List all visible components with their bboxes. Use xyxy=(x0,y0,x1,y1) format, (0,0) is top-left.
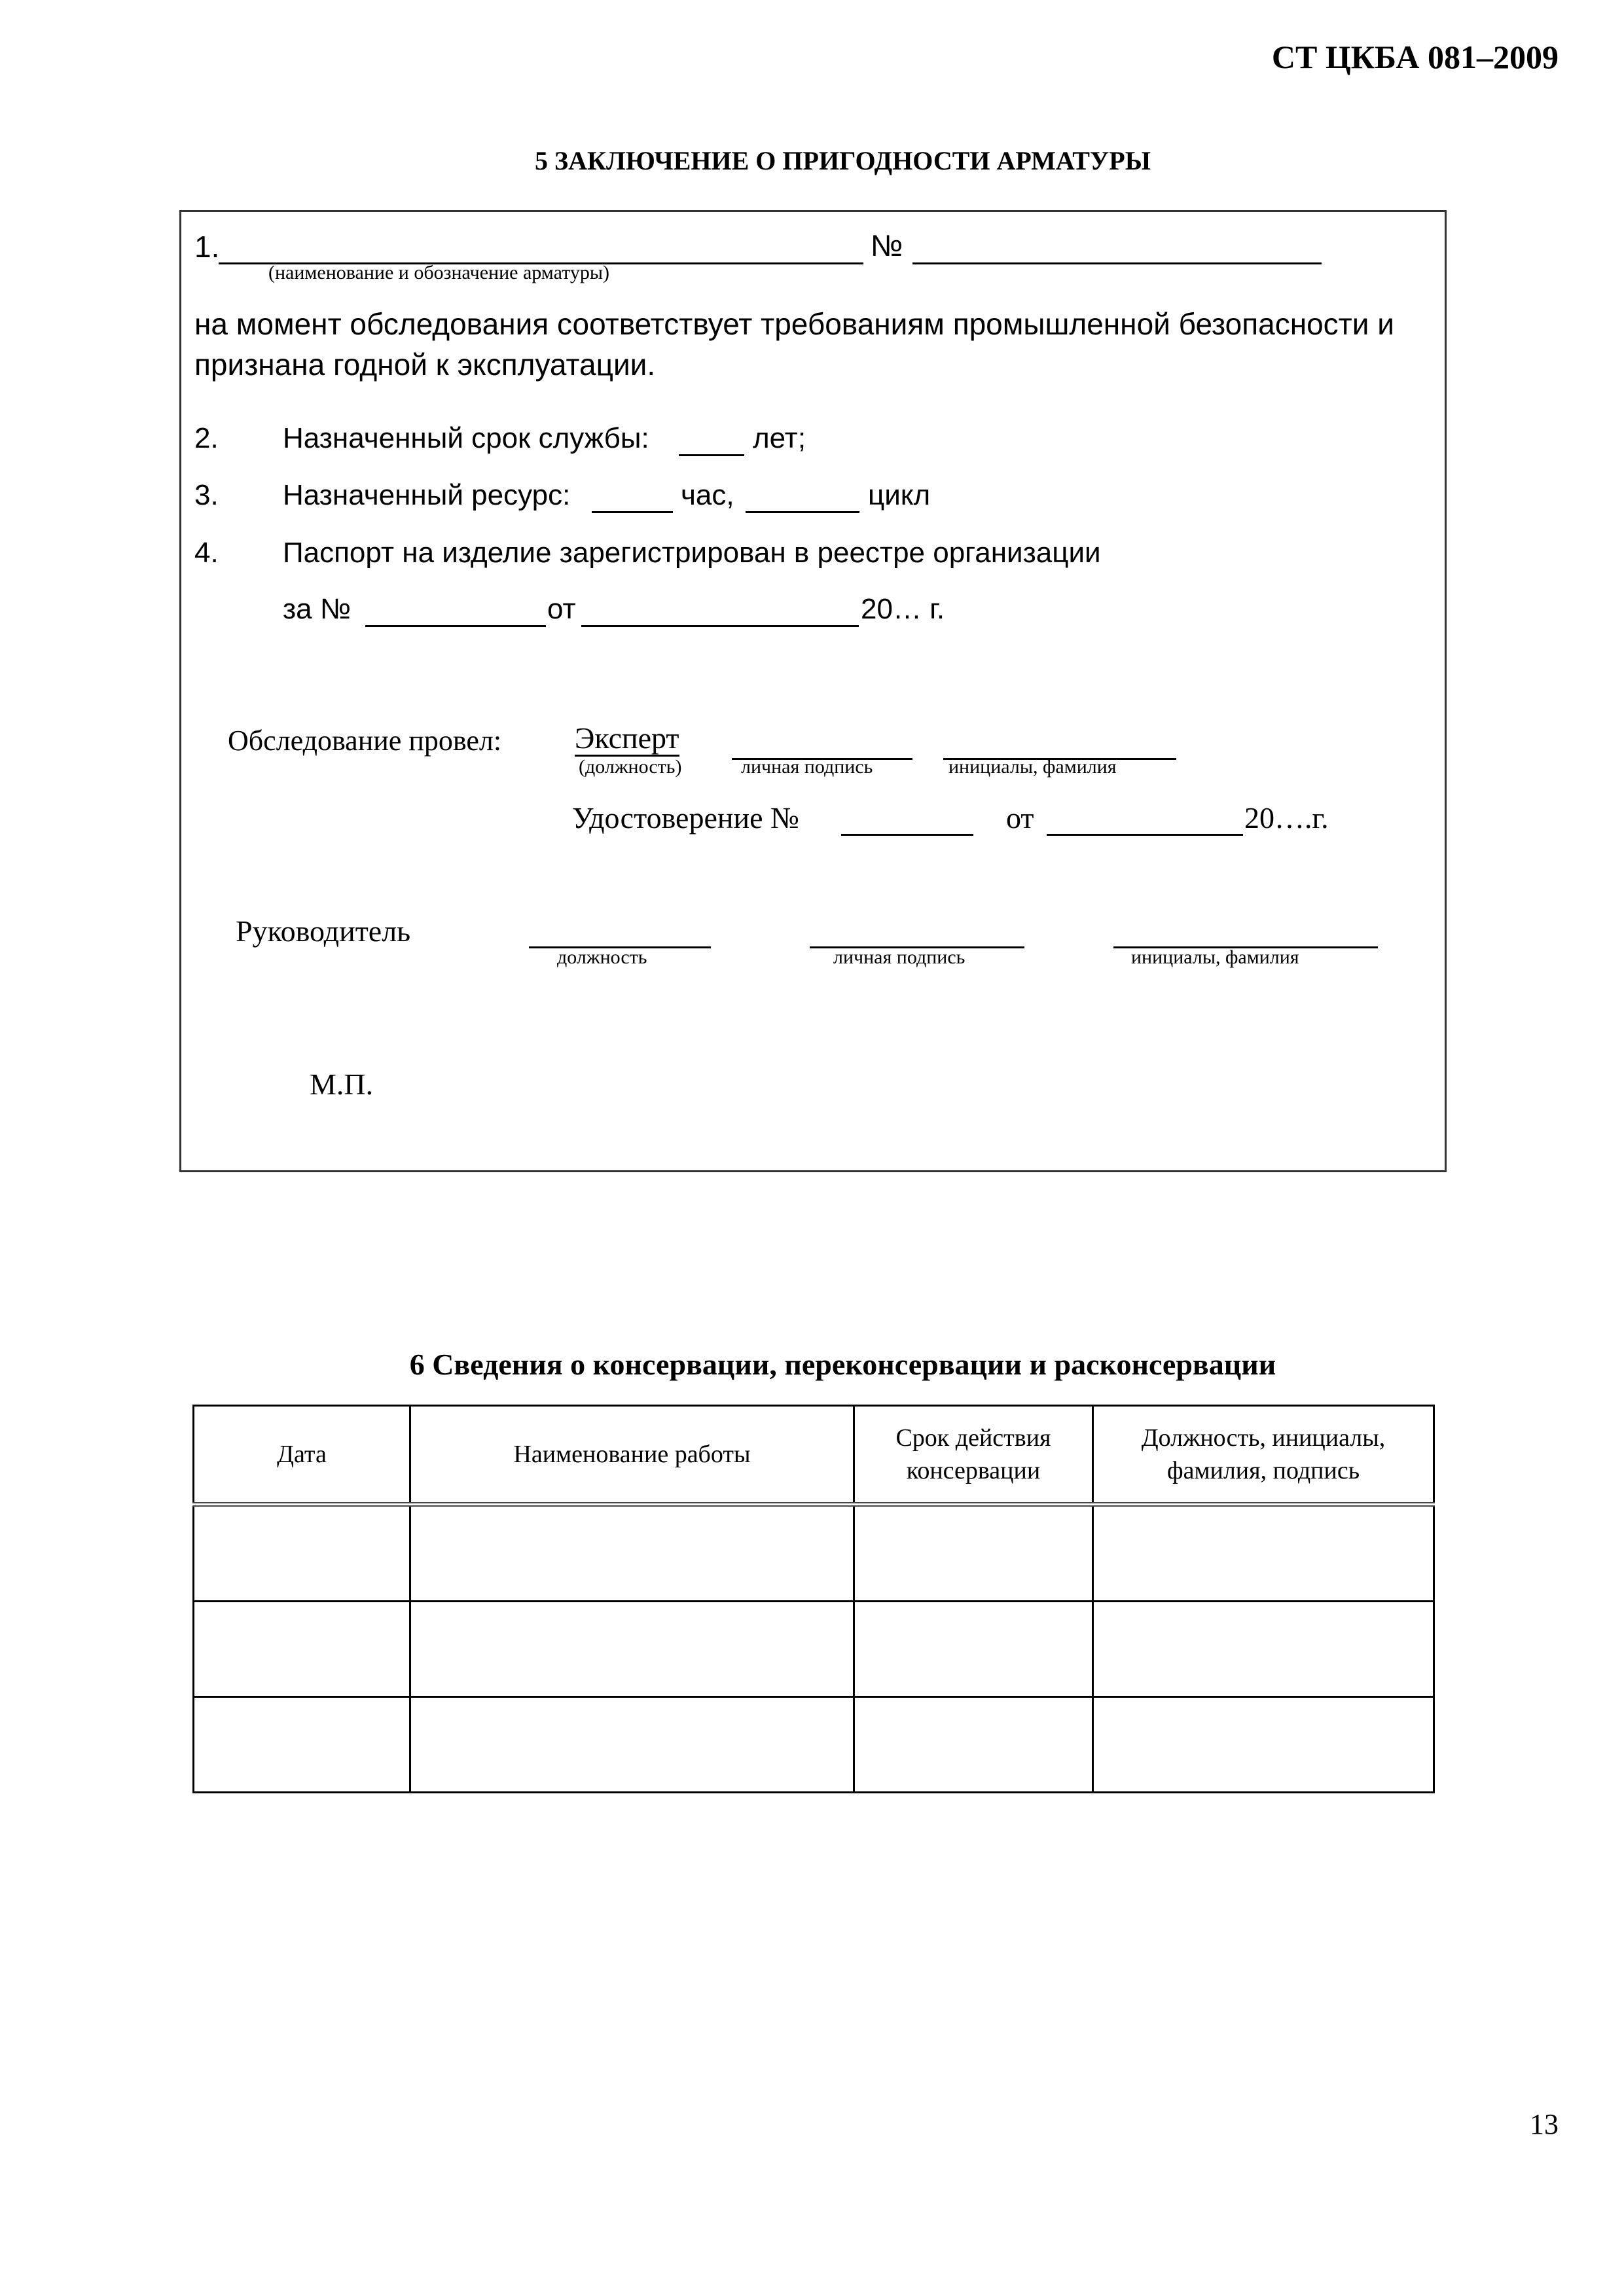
head-initials-line[interactable] xyxy=(1113,916,1378,948)
cell-work-name[interactable] xyxy=(410,1602,854,1697)
item1-number-line[interactable] xyxy=(912,228,1322,264)
page-number: 13 xyxy=(1530,2108,1559,2140)
certificate-year: 20….г. xyxy=(1244,801,1329,834)
item1-number-sign: № xyxy=(871,228,903,262)
cell-date[interactable] xyxy=(194,1505,410,1602)
head-label: Руководитель xyxy=(236,914,411,948)
document-code: СТ ЦКБА 081–2009 xyxy=(1271,39,1559,75)
table-row xyxy=(194,1602,1434,1697)
header-work-name: Наименование работы xyxy=(410,1406,854,1505)
item3-number: 3. xyxy=(194,479,219,511)
item1-number: 1. xyxy=(194,230,220,264)
head-position-line[interactable] xyxy=(529,916,711,948)
conclusion-line-2: признана годной к эксплуатации. xyxy=(194,348,656,382)
table-row xyxy=(194,1697,1434,1793)
resource-cycles-line[interactable] xyxy=(746,481,859,513)
cell-conservation-period[interactable] xyxy=(854,1697,1093,1793)
table-header-row xyxy=(194,1406,1434,1505)
section5-title: 5 ЗАКЛЮЧЕНИЕ О ПРИГОДНОСТИ АРМАТУРЫ xyxy=(535,146,1151,175)
expert-position-value: Эксперт xyxy=(575,722,679,757)
expert-position-caption: (должность) xyxy=(579,756,682,778)
service-life-years-line[interactable] xyxy=(679,424,744,456)
item4-reg-label: за № xyxy=(283,593,352,625)
head-position-caption: должность xyxy=(557,946,647,968)
item3-label: Назначенный ресурс: xyxy=(283,479,571,511)
header-date: Дата xyxy=(194,1406,410,1505)
expert-initials-caption: инициалы, фамилия xyxy=(948,756,1117,778)
certificate-date-line[interactable] xyxy=(1047,802,1243,836)
cell-date[interactable] xyxy=(194,1602,410,1697)
item1-name-line[interactable] xyxy=(219,228,863,264)
item3-cycles-unit: цикл xyxy=(868,479,931,511)
table-row xyxy=(194,1505,1434,1602)
item4-ot: от xyxy=(547,593,576,625)
conservation-table xyxy=(192,1405,1435,1793)
item4-year: 20… г. xyxy=(861,593,945,625)
cell-position-signature[interactable] xyxy=(1093,1505,1434,1602)
head-signature-caption: личная подпись xyxy=(833,946,965,968)
certificate-number-line[interactable] xyxy=(841,802,973,836)
cell-position-signature[interactable] xyxy=(1093,1697,1434,1793)
certificate-label: Удостоверение № xyxy=(572,801,799,834)
resource-hours-line[interactable] xyxy=(592,481,673,513)
head-initials-caption: инициалы, фамилия xyxy=(1131,946,1299,968)
cell-work-name[interactable] xyxy=(410,1697,854,1793)
item2-number: 2. xyxy=(194,422,219,454)
item4-text: Паспорт на изделие зарегистрирован в реестре организации xyxy=(283,537,1101,569)
item3-hours-unit: час, xyxy=(681,479,734,511)
head-signature-line[interactable] xyxy=(810,916,1024,948)
inspection-label: Обследование провел: xyxy=(228,725,502,757)
section6-title: 6 Сведения о консервации, переконсервации и расконсервации xyxy=(409,1348,1276,1381)
item2-label: Назначенный срок службы: xyxy=(283,422,649,454)
cell-date[interactable] xyxy=(194,1697,410,1793)
item1-caption: (наименование и обозначение арматуры) xyxy=(268,262,609,283)
expert-signature-caption: личная подпись xyxy=(741,756,873,778)
cell-conservation-period[interactable] xyxy=(854,1505,1093,1602)
registry-date-line[interactable] xyxy=(581,595,859,627)
cell-position-signature[interactable] xyxy=(1093,1602,1434,1697)
stamp-placeholder: М.П. xyxy=(310,1067,374,1101)
item2-unit: лет; xyxy=(753,422,806,454)
header-conservation-period: Срок действия консервации xyxy=(854,1406,1093,1505)
registry-number-line[interactable] xyxy=(365,595,546,627)
conclusion-line-1: на момент обследования соответствует требованиям промышленной безопасности и xyxy=(194,307,1394,341)
cell-conservation-period[interactable] xyxy=(854,1602,1093,1697)
cell-work-name[interactable] xyxy=(410,1505,854,1602)
item4-number: 4. xyxy=(194,537,219,569)
certificate-ot: от xyxy=(1006,801,1034,834)
header-position-signature: Должность, инициалы, фамилия, подпись xyxy=(1093,1406,1434,1505)
